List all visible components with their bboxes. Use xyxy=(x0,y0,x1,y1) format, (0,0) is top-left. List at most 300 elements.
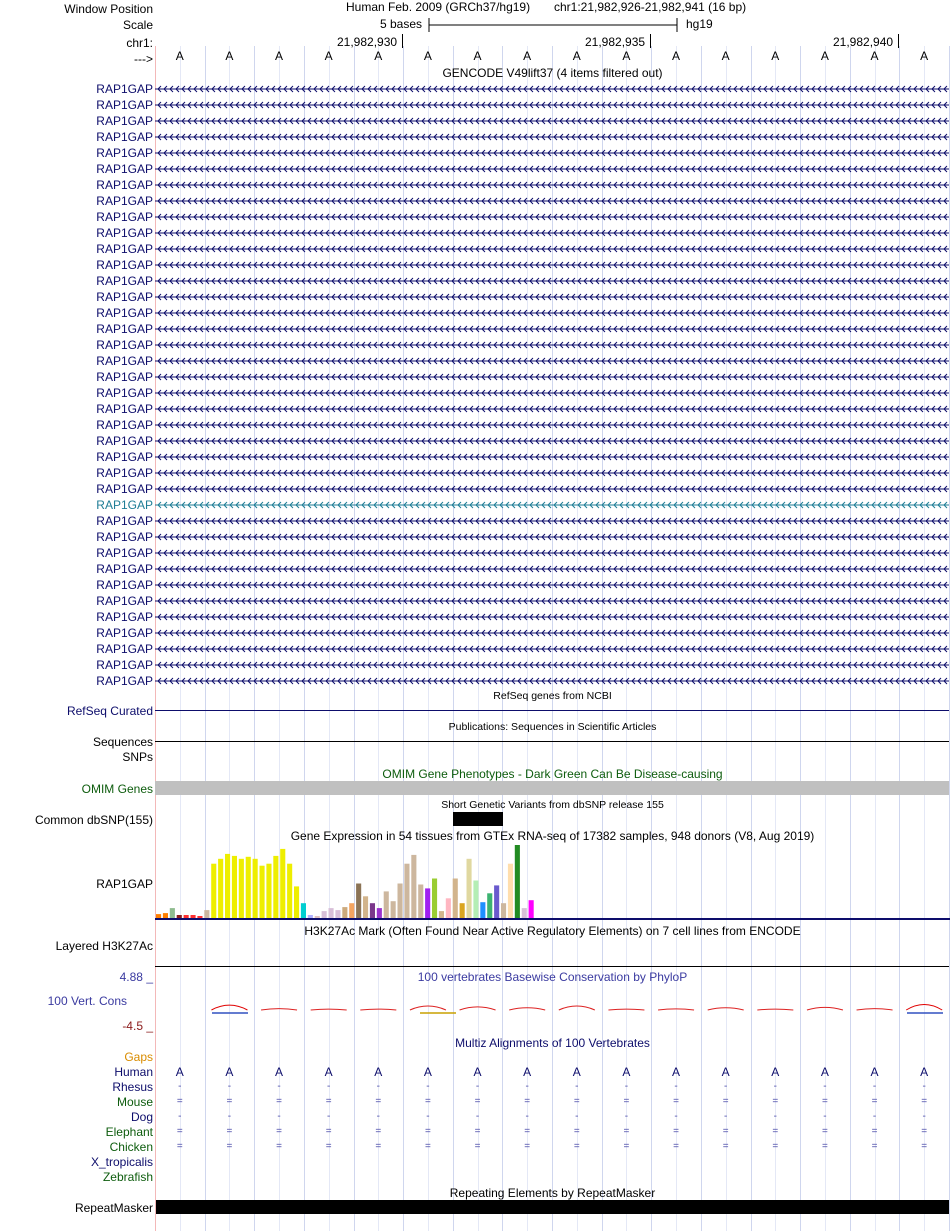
multiz-alignment-cell: = xyxy=(573,1096,580,1107)
gtex-tissue-bar xyxy=(225,854,230,918)
gtex-tissue-bar xyxy=(322,911,327,918)
multiz-alignment-cell: - xyxy=(475,1111,480,1122)
gencode-title: GENCODE V49lift37 (4 items filtered out) xyxy=(442,66,663,80)
multiz-alignment-cell: - xyxy=(575,1111,579,1122)
coord-2: 21,982,935 xyxy=(585,35,646,49)
multiz-alignment-cell: = xyxy=(921,1126,928,1137)
multiz-alignment-cell: - xyxy=(327,1081,331,1092)
base-letter: A xyxy=(324,49,333,63)
gencode-transcript[interactable] xyxy=(155,388,949,398)
base-letter: A xyxy=(275,49,284,63)
gencode-gene-label[interactable]: RAP1GAP xyxy=(96,546,153,560)
gencode-gene-label[interactable]: RAP1GAP xyxy=(96,290,153,304)
gencode-gene-label[interactable]: RAP1GAP xyxy=(96,194,153,208)
multiz-alignment-cell: = xyxy=(871,1141,878,1152)
h3k27ac-title: H3K27Ac Mark (Often Found Near Active Regulatory Elements) on 7 cell lines from ENCODE xyxy=(304,924,801,938)
multiz-alignment-cell: = xyxy=(871,1126,878,1137)
gencode-transcript[interactable] xyxy=(155,500,949,510)
gtex-tissue-bar xyxy=(211,864,216,918)
gencode-gene-label[interactable]: RAP1GAP xyxy=(96,594,153,608)
gencode-gene-label[interactable]: RAP1GAP xyxy=(96,274,153,288)
multiz-alignment-cell: = xyxy=(375,1096,382,1107)
gtex-tissue-bar xyxy=(480,902,485,918)
gencode-transcript[interactable] xyxy=(155,484,949,494)
gtex-tissue-bar xyxy=(501,903,506,918)
multiz-alignment-cell: - xyxy=(525,1081,529,1092)
gtex-tissue-bar xyxy=(232,856,237,918)
position-title: chr1:21,982,926-21,982,941 (16 bp) xyxy=(554,0,747,14)
publications-line xyxy=(155,741,949,742)
multiz-species-label[interactable]: Mouse xyxy=(116,1095,153,1109)
gencode-transcript[interactable] xyxy=(155,260,949,270)
multiz-alignment-cell: = xyxy=(822,1126,828,1137)
gencode-transcript[interactable] xyxy=(155,340,949,350)
multiz-alignment-cell: = xyxy=(375,1141,382,1152)
gencode-transcript[interactable] xyxy=(155,276,949,286)
base-letter: A xyxy=(523,49,532,63)
gtex-tissue-bar xyxy=(163,913,168,918)
gencode-gene-label[interactable]: RAP1GAP xyxy=(96,610,153,624)
gencode-transcript[interactable] xyxy=(155,180,949,190)
coord-tick-1 xyxy=(402,34,403,48)
multiz-alignment-cell: - xyxy=(624,1081,629,1092)
conservation-plot xyxy=(155,985,950,1025)
gencode-gene-label[interactable]: RAP1GAP xyxy=(96,482,153,496)
gencode-gene-label[interactable]: RAP1GAP xyxy=(96,162,153,176)
gencode-transcript[interactable] xyxy=(155,660,949,670)
chr-label: chr1: xyxy=(126,36,153,50)
gencode-transcript[interactable] xyxy=(155,196,949,206)
conservation-score-mark xyxy=(807,1007,843,1010)
base-letter: A xyxy=(175,49,184,63)
multiz-alignment-cell: - xyxy=(525,1111,529,1122)
multiz-alignment-cell: = xyxy=(524,1096,531,1107)
multiz-alignment-cell: - xyxy=(674,1111,678,1122)
multiz-alignment-cell: = xyxy=(871,1096,878,1107)
publications-label[interactable]: Sequences xyxy=(92,735,153,749)
gencode-gene-label[interactable]: RAP1GAP xyxy=(96,210,153,224)
gtex-tissue-bar xyxy=(342,907,347,918)
gaps-label[interactable]: Gaps xyxy=(124,1050,153,1064)
cons-ymax: 4.88 _ xyxy=(119,970,153,984)
h3k27ac-label[interactable]: Layered H3K27Ac xyxy=(55,939,153,953)
multiz-alignment-cell: = xyxy=(524,1126,531,1137)
gencode-transcript[interactable] xyxy=(155,580,949,590)
gtex-tissue-bar xyxy=(432,879,437,919)
gencode-gene-label[interactable]: RAP1GAP xyxy=(96,98,153,112)
gencode-gene-label[interactable]: RAP1GAP xyxy=(96,626,153,640)
cons-ymin: -4.5 _ xyxy=(122,1019,153,1033)
conservation-score-mark xyxy=(509,1008,545,1010)
multiz-alignment-cell: - xyxy=(773,1111,777,1122)
multiz-alignment-cell: A xyxy=(275,1065,284,1079)
gencode-gene-label[interactable]: RAP1GAP xyxy=(96,466,153,480)
repeatmasker-label[interactable]: RepeatMasker xyxy=(74,1201,153,1215)
gencode-transcript[interactable] xyxy=(155,116,949,126)
gencode-gene-label[interactable]: RAP1GAP xyxy=(96,418,153,432)
gencode-transcript[interactable] xyxy=(155,532,949,542)
multiz-alignment-cell: - xyxy=(227,1111,232,1122)
gencode-gene-label[interactable]: RAP1GAP xyxy=(96,242,153,256)
multiz-alignment-cell: - xyxy=(922,1081,926,1092)
gencode-transcript[interactable] xyxy=(155,452,949,462)
scale-text: 5 bases xyxy=(380,17,423,31)
gencode-transcript[interactable] xyxy=(155,612,949,622)
base-letter: A xyxy=(721,49,730,63)
gencode-gene-label[interactable]: RAP1GAP xyxy=(96,178,153,192)
conservation-score-mark xyxy=(410,1006,446,1010)
gtex-tissue-bar xyxy=(425,888,430,918)
gtex-tissue-bar xyxy=(377,908,382,918)
gencode-gene-label[interactable]: RAP1GAP xyxy=(96,338,153,352)
strand-label: ---> xyxy=(134,52,153,66)
gencode-transcript[interactable] xyxy=(155,228,949,238)
gencode-gene-label[interactable]: RAP1GAP xyxy=(96,530,153,544)
multiz-alignment-cell: = xyxy=(673,1141,679,1152)
multiz-alignment-cell: = xyxy=(474,1141,481,1152)
multiz-alignment-cell: - xyxy=(277,1081,281,1092)
multiz-title: Multiz Alignments of 100 Vertebrates xyxy=(455,1036,650,1050)
multiz-alignment-cell: = xyxy=(425,1126,431,1137)
base-letter: A xyxy=(820,49,829,63)
gencode-gene-label[interactable]: RAP1GAP xyxy=(96,354,153,368)
multiz-alignment-cell: - xyxy=(426,1111,430,1122)
gencode-gene-label[interactable]: RAP1GAP xyxy=(96,82,153,96)
multiz-alignment-cell: - xyxy=(922,1111,926,1122)
gtex-tissue-bar xyxy=(515,845,520,918)
gencode-gene-label[interactable]: RAP1GAP xyxy=(96,146,153,160)
multiz-alignment-cell: - xyxy=(773,1081,777,1092)
multiz-alignment-cell: - xyxy=(227,1081,232,1092)
snps-label[interactable]: SNPs xyxy=(122,750,153,764)
base-letter: A xyxy=(423,49,432,63)
base-letter: A xyxy=(771,49,780,63)
refseq-title: RefSeq genes from NCBI xyxy=(493,690,612,702)
multiz-alignment-cell: - xyxy=(724,1111,728,1122)
multiz-alignment-cell: = xyxy=(772,1126,779,1137)
gtex-tissue-bar xyxy=(260,866,265,918)
base-letter: A xyxy=(672,49,681,63)
gencode-gene-label[interactable]: RAP1GAP xyxy=(96,674,153,688)
scale-bar xyxy=(428,17,680,33)
multiz-alignment-cell: = xyxy=(325,1141,332,1152)
gencode-transcript[interactable] xyxy=(155,676,949,686)
refseq-label[interactable]: RefSeq Curated xyxy=(66,704,153,718)
gtex-tissue-bar xyxy=(460,903,465,918)
multiz-alignment-cell: - xyxy=(475,1081,480,1092)
repeatmasker-bar xyxy=(156,1200,949,1214)
multiz-alignment-cell: - xyxy=(872,1111,877,1122)
gtex-tissue-bar xyxy=(294,886,299,918)
gtex-tissue-bar xyxy=(411,855,416,918)
multiz-alignment-cell: - xyxy=(724,1081,728,1092)
gtex-tissue-bar xyxy=(197,916,202,918)
multiz-alignment-cell: = xyxy=(276,1096,282,1107)
gtex-tissue-bar xyxy=(391,901,396,918)
multiz-alignment-cell: A xyxy=(672,1065,681,1079)
multiz-species-label[interactable]: Zebrafish xyxy=(102,1170,153,1184)
gtex-tissue-bar xyxy=(453,879,458,919)
gencode-gene-label[interactable]: RAP1GAP xyxy=(96,658,153,672)
multiz-alignment-cell: = xyxy=(921,1141,928,1152)
conservation-score-mark xyxy=(608,1009,644,1010)
multiz-alignment-cell: A xyxy=(225,1065,234,1079)
gencode-gene-label[interactable]: RAP1GAP xyxy=(96,370,153,384)
base-letter: A xyxy=(920,49,929,63)
dbsnp-title: Short Genetic Variants from dbSNP release 155 xyxy=(441,799,664,811)
multiz-alignment-cell: = xyxy=(176,1141,183,1152)
gtex-tissue-bar xyxy=(439,911,444,918)
multiz-alignment-cell: = xyxy=(673,1096,679,1107)
conservation-score-mark xyxy=(261,1009,297,1010)
gtex-tissue-bar xyxy=(508,864,513,918)
gtex-title: Gene Expression in 54 tissues from GTEx RNA-seq of 17382 samples, 948 donors (V8, Aug 2019) xyxy=(290,829,815,843)
multiz-alignment-cell: A xyxy=(423,1065,432,1079)
gtex-tissue-bar xyxy=(301,903,306,918)
gtex-label[interactable]: RAP1GAP xyxy=(96,877,153,891)
gtex-bar-chart xyxy=(155,843,950,922)
multiz-alignment-cell: - xyxy=(674,1081,678,1092)
gencode-gene-label[interactable]: RAP1GAP xyxy=(96,450,153,464)
multiz-species-label[interactable]: Human xyxy=(114,1065,153,1079)
multiz-alignment-cell: - xyxy=(575,1081,579,1092)
multiz-alignment-cell: = xyxy=(325,1096,332,1107)
coord-3: 21,982,940 xyxy=(833,35,894,49)
gencode-gene-label[interactable]: RAP1GAP xyxy=(96,130,153,144)
gencode-transcript[interactable] xyxy=(155,628,949,638)
gencode-gene-label[interactable]: RAP1GAP xyxy=(96,642,153,656)
multiz-alignment-cell: = xyxy=(722,1141,729,1152)
base-letter: A xyxy=(225,49,234,63)
gencode-transcript[interactable] xyxy=(155,356,949,366)
gtex-tissue-bar xyxy=(494,885,499,918)
multiz-alignment-cell: = xyxy=(375,1126,382,1137)
gtex-tissue-bar xyxy=(280,849,285,918)
refseq-line xyxy=(155,710,949,711)
gtex-tissue-bar xyxy=(239,859,244,918)
multiz-alignment-cell: = xyxy=(226,1096,233,1107)
multiz-alignment-cell: = xyxy=(425,1141,431,1152)
gencode-transcript[interactable] xyxy=(155,468,949,478)
multiz-alignment-cell: = xyxy=(673,1126,679,1137)
assembly-title: Human Feb. 2009 (GRCh37/hg19) xyxy=(346,0,531,14)
multiz-alignment-cell: - xyxy=(823,1111,827,1122)
multiz-alignment-cell: A xyxy=(473,1065,482,1079)
conservation-score-mark xyxy=(211,1005,247,1010)
gtex-tissue-bar xyxy=(177,915,182,918)
multiz-alignment-cell: - xyxy=(624,1111,629,1122)
multiz-alignment-cell: = xyxy=(921,1096,928,1107)
conservation-score-mark xyxy=(757,1009,793,1010)
dbsnp-variant[interactable] xyxy=(453,812,503,826)
gencode-transcript[interactable] xyxy=(155,132,949,142)
multiz-alignment-cell: A xyxy=(175,1065,184,1079)
multiz-alignment-cell: = xyxy=(623,1126,630,1137)
coord-tick-3 xyxy=(898,34,899,48)
multiz-alignment-cell: A xyxy=(721,1065,730,1079)
gencode-gene-label[interactable]: RAP1GAP xyxy=(96,578,153,592)
gtex-tissue-bar xyxy=(349,903,354,918)
multiz-species-label[interactable]: Elephant xyxy=(105,1125,153,1139)
gtex-tissue-bar xyxy=(487,893,492,918)
gencode-gene-label[interactable]: RAP1GAP xyxy=(96,258,153,272)
gencode-transcript[interactable] xyxy=(155,372,949,382)
multiz-alignment-cell: = xyxy=(822,1141,828,1152)
conservation-score-mark xyxy=(857,1009,893,1010)
gtex-tissue-bar xyxy=(170,908,175,918)
gencode-transcript[interactable] xyxy=(155,292,949,302)
multiz-species-label[interactable]: X_tropicalis xyxy=(90,1155,153,1169)
multiz-alignment-cell: = xyxy=(176,1126,183,1137)
gtex-tissue-bar xyxy=(218,859,223,918)
multiz-alignment-cell: - xyxy=(376,1081,380,1092)
gencode-gene-label[interactable]: RAP1GAP xyxy=(96,514,153,528)
gencode-gene-label[interactable]: RAP1GAP xyxy=(96,434,153,448)
h3k27ac-baseline xyxy=(155,966,949,967)
conservation-score-mark xyxy=(460,1007,496,1010)
gtex-tissue-bar xyxy=(404,864,409,918)
multiz-alignment-cell: = xyxy=(325,1126,332,1137)
coord-tick-2 xyxy=(650,34,651,48)
multiz-alignment-cell: - xyxy=(277,1111,281,1122)
multiz-alignment-cell: = xyxy=(474,1126,481,1137)
gtex-tissue-bar xyxy=(266,864,271,918)
gtex-tissue-bar xyxy=(356,884,361,919)
gencode-gene-label[interactable]: RAP1GAP xyxy=(96,498,153,512)
multiz-alignment-cell: = xyxy=(276,1141,282,1152)
multiz-alignment-cell: A xyxy=(622,1065,631,1079)
omim-title: OMIM Gene Phenotypes - Dark Green Can Be Disease-causing xyxy=(382,767,723,781)
dbsnp-label[interactable]: Common dbSNP(155) xyxy=(34,813,153,827)
gencode-transcript[interactable] xyxy=(155,148,949,158)
cons-label[interactable]: 100 Vert. Cons xyxy=(47,994,127,1008)
gtex-tissue-bar xyxy=(156,914,161,918)
multiz-alignment-cell: = xyxy=(822,1096,828,1107)
gtex-tissue-bar xyxy=(522,908,527,918)
multiz-alignment-cell: = xyxy=(524,1141,531,1152)
gtex-tissue-bar xyxy=(335,910,340,918)
multiz-alignment-cell: = xyxy=(425,1096,431,1107)
multiz-alignment-cell: A xyxy=(820,1065,829,1079)
multiz-species-label[interactable]: Dog xyxy=(130,1110,153,1124)
multiz-alignment-cell: = xyxy=(623,1096,630,1107)
gtex-tissue-bar xyxy=(329,908,334,918)
conservation-title: 100 vertebrates Basewise Conservation by PhyloP xyxy=(417,970,688,984)
multiz-alignment-cell: = xyxy=(623,1141,630,1152)
omim-label[interactable]: OMIM Genes xyxy=(81,782,153,796)
multiz-alignment-cell: A xyxy=(771,1065,780,1079)
gtex-tissue-bar xyxy=(398,884,403,919)
gtex-tissue-bar xyxy=(384,891,389,918)
gencode-transcript[interactable] xyxy=(155,100,949,110)
multiz-alignment-cell: A xyxy=(870,1065,879,1079)
gencode-transcript[interactable] xyxy=(155,164,949,174)
coord-1: 21,982,930 xyxy=(337,35,398,49)
multiz-alignment-cell: - xyxy=(376,1111,380,1122)
gtex-tissue-bar xyxy=(246,857,251,918)
multiz-alignment-cell: - xyxy=(823,1081,827,1092)
multiz-alignment-cell: - xyxy=(178,1111,182,1122)
scale-label: Scale xyxy=(122,18,153,32)
multiz-species-label[interactable]: Rhesus xyxy=(112,1080,153,1094)
multiz-species-label[interactable]: Chicken xyxy=(109,1140,153,1154)
base-letter: A xyxy=(572,49,581,63)
multiz-alignment-cell: = xyxy=(573,1126,580,1137)
gtex-tissue-bar xyxy=(273,856,278,918)
multiz-alignment-cell: - xyxy=(178,1081,182,1092)
multiz-alignment-cell: = xyxy=(772,1096,779,1107)
gencode-transcript[interactable] xyxy=(155,596,949,606)
gencode-transcript[interactable] xyxy=(155,308,949,318)
gtex-tissue-bar xyxy=(467,859,472,918)
multiz-alignment-cell: A xyxy=(324,1065,333,1079)
gencode-transcript[interactable] xyxy=(155,212,949,222)
gencode-gene-label[interactable]: RAP1GAP xyxy=(96,322,153,336)
conservation-score-mark xyxy=(658,1009,694,1010)
gencode-transcript[interactable] xyxy=(155,516,949,526)
gtex-tissue-bar xyxy=(253,859,258,918)
multiz-alignment-cell: = xyxy=(573,1141,580,1152)
gencode-gene-label[interactable]: RAP1GAP xyxy=(96,306,153,320)
multiz-alignment-cell: - xyxy=(327,1111,331,1122)
gencode-transcript[interactable] xyxy=(155,84,949,94)
multiz-alignment-cell: = xyxy=(176,1096,183,1107)
multiz-alignment-cell: = xyxy=(226,1141,233,1152)
conservation-score-mark xyxy=(360,1009,396,1010)
publications-title: Publications: Sequences in Scientific Articles xyxy=(448,721,657,733)
multiz-alignment-cell: A xyxy=(920,1065,929,1079)
gtex-tissue-bar xyxy=(529,900,534,918)
multiz-alignment-cell: A xyxy=(572,1065,581,1079)
omim-bar xyxy=(155,781,949,795)
gencode-transcript[interactable] xyxy=(155,404,949,414)
gtex-tissue-bar xyxy=(370,903,375,918)
gencode-gene-label[interactable]: RAP1GAP xyxy=(96,402,153,416)
multiz-alignment-cell: = xyxy=(722,1096,729,1107)
gencode-gene-label[interactable]: RAP1GAP xyxy=(96,226,153,240)
gencode-transcript[interactable] xyxy=(155,644,949,654)
gtex-tissue-bar xyxy=(473,881,478,919)
conservation-score-mark xyxy=(559,1006,595,1010)
base-letter: A xyxy=(622,49,631,63)
multiz-alignment-cell: = xyxy=(474,1096,481,1107)
multiz-alignment-cell: = xyxy=(276,1126,282,1137)
multiz-alignment-cell: = xyxy=(722,1126,729,1137)
window-position-label: Window Position xyxy=(64,2,153,16)
gencode-transcript[interactable] xyxy=(155,420,949,430)
gencode-transcript[interactable] xyxy=(155,564,949,574)
repeatmasker-title: Repeating Elements by RepeatMasker xyxy=(449,1186,656,1200)
multiz-alignment-cell: = xyxy=(226,1126,233,1137)
multiz-alignment-cell: A xyxy=(374,1065,383,1079)
scale-db: hg19 xyxy=(686,17,713,31)
gtex-tissue-bar xyxy=(418,885,423,919)
gencode-transcript[interactable] xyxy=(155,548,949,558)
gtex-tissue-bar xyxy=(363,896,368,918)
gtex-tissue-bar xyxy=(287,864,292,918)
gencode-gene-label[interactable]: RAP1GAP xyxy=(96,386,153,400)
base-letter: A xyxy=(473,49,482,63)
gencode-gene-label[interactable]: RAP1GAP xyxy=(96,114,153,128)
gtex-tissue-bar xyxy=(315,916,320,918)
gencode-gene-label[interactable]: RAP1GAP xyxy=(96,562,153,576)
gencode-transcript[interactable] xyxy=(155,436,949,446)
conservation-score-mark xyxy=(906,1005,942,1011)
base-letter: A xyxy=(374,49,383,63)
gtex-tissue-bar xyxy=(184,915,189,918)
gencode-transcript[interactable] xyxy=(155,324,949,334)
gencode-transcript[interactable] xyxy=(155,244,949,254)
